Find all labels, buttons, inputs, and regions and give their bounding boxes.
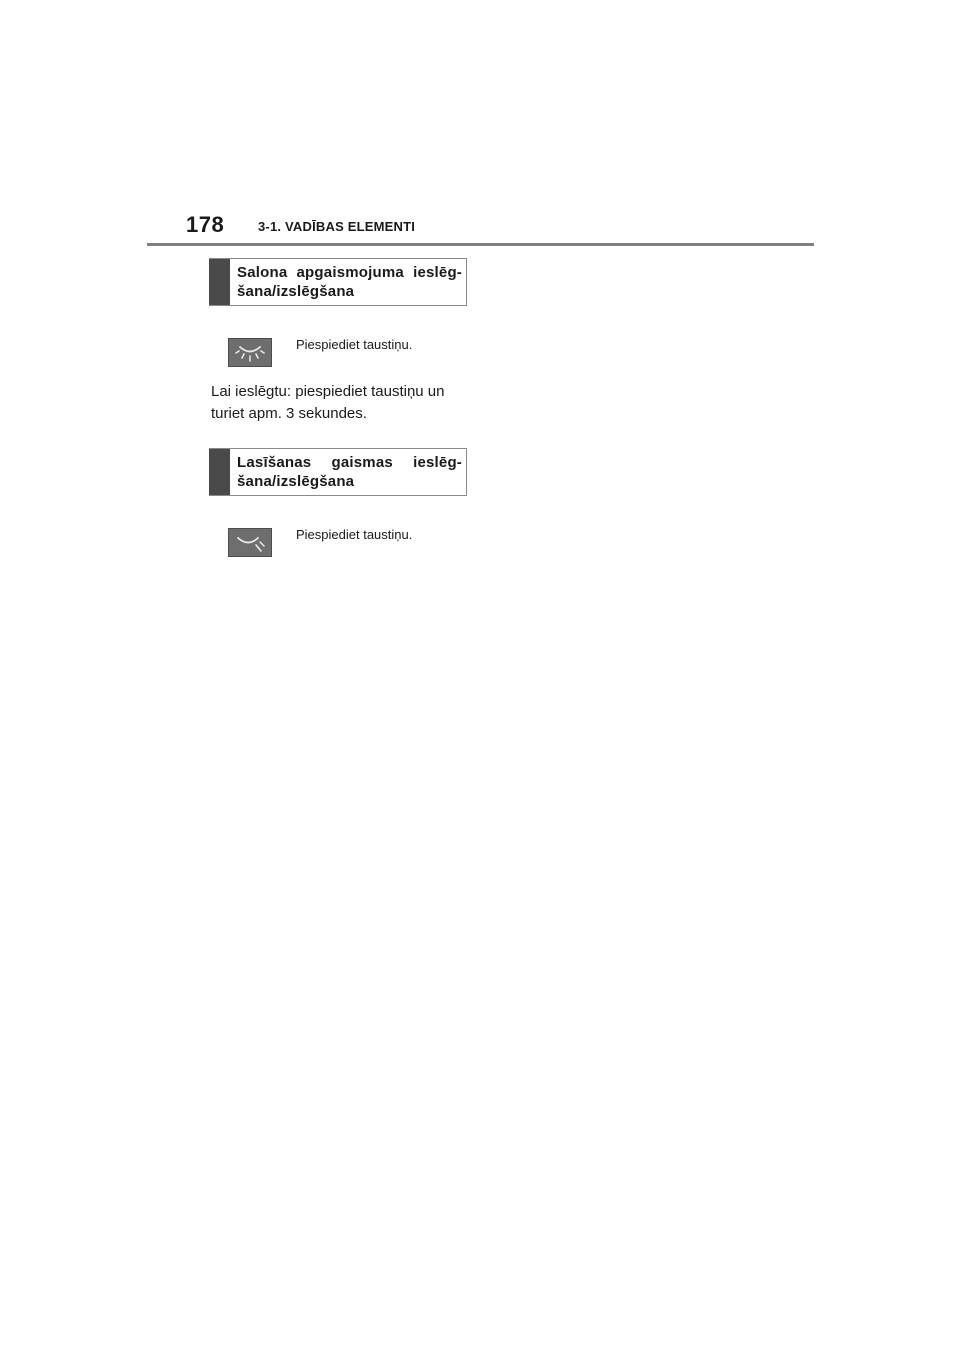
reading-light-icon [229,529,271,556]
reading-light-heading: Lasīšanas gaismas ieslēg-šana/izslēgšana [237,454,462,490]
section-title: 3-1. VADĪBAS ELEMENTI [258,219,416,234]
interior-light-note: Lai ieslēgtu: piespiediet taustiņu un turiet apm. 3 sekundes. [211,383,445,422]
header-rule [147,243,814,246]
reading-light-heading-box [209,448,467,496]
heading-bar [209,449,230,495]
heading-bar [209,259,230,305]
interior-light-icon [229,339,271,366]
interior-light-heading: Salona apgaismojuma ieslēg-šana/izslēgšana [237,264,462,300]
interior-light-instruction: Piespiediet taustiņu. [296,337,413,352]
reading-light-instruction: Piespiediet taustiņu. [296,527,413,542]
page-number: 178 [186,212,225,237]
interior-light-heading-box [209,258,467,306]
interior-light-button[interactable] [228,338,272,367]
reading-light-button[interactable] [228,528,272,557]
